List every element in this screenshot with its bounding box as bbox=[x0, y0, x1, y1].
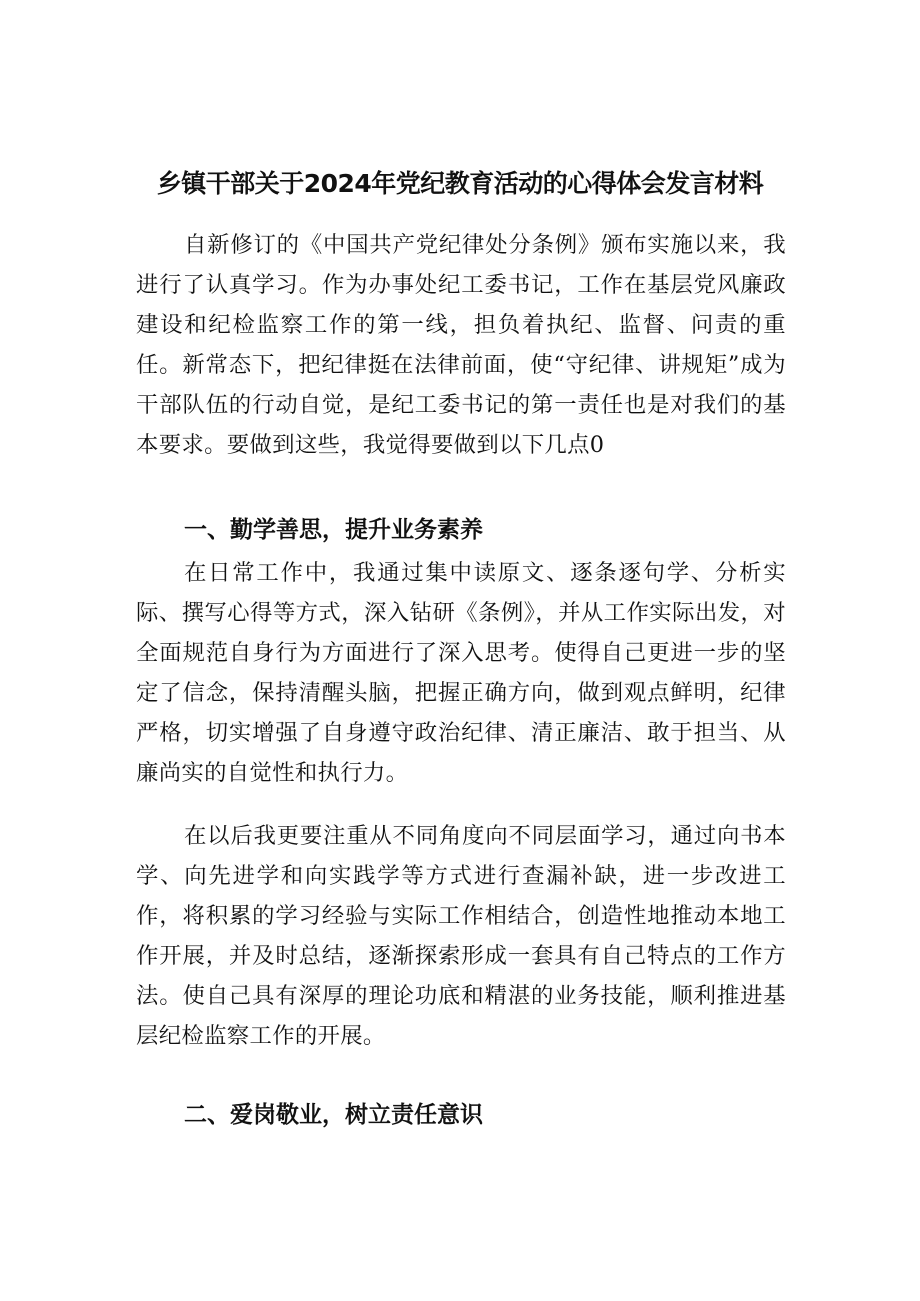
section1-paragraph-1: 在日常工作中，我通过集中读原文、逐条逐句学、分析实际、撰写心得等方式，深入钻研《条例》，并从工作实际出发，对全面规范自身行为方面进行了深入思考。使得自己更进一步的坚定了信念，保持清醒头脑，把握正确方向，做到观点鲜明，纪律严格，切实增强了自身遵守政治纪律、清正廉洁、敢于担当、从廉尚实的自觉性和执行力。 bbox=[136, 560, 786, 786]
section-heading-2: 二、爱岗敬业，树立责任意识 bbox=[184, 1102, 483, 1128]
section-heading-1: 一、勤学善思，提升业务素养 bbox=[184, 517, 483, 543]
document-title: 乡镇干部关于2024年党纪教育活动的心得体会发言材料 bbox=[156, 169, 764, 198]
intro-paragraph: 自新修订的《中国共产党纪律处分条例》颁布实施以来，我进行了认真学习。作为办事处纪工委书记，工作在基层党风廉政建设和纪检监察工作的第一线，担负着执纪、监督、问责的重任。新常态下，把纪律挺在法律前面，使“守纪律、讲规矩”成为干部队伍的行动自觉，是纪工委书记的第一责任也是对我们的基本要求。要做到这些，我觉得要做到以下几点0 bbox=[136, 232, 786, 458]
section1-paragraph-2: 在以后我更要注重从不同角度向不同层面学习，通过向书本学、向先进学和向实践学等方式进行查漏补缺，进一步改进工作，将积累的学习经验与实际工作相结合，创造性地推动本地工作开展，并及时总结，逐渐探索形成一套具有自己特点的工作方法。使自己具有深厚的理论功底和精湛的业务技能，顺利推进基层纪检监察工作的开展。 bbox=[136, 823, 786, 1049]
